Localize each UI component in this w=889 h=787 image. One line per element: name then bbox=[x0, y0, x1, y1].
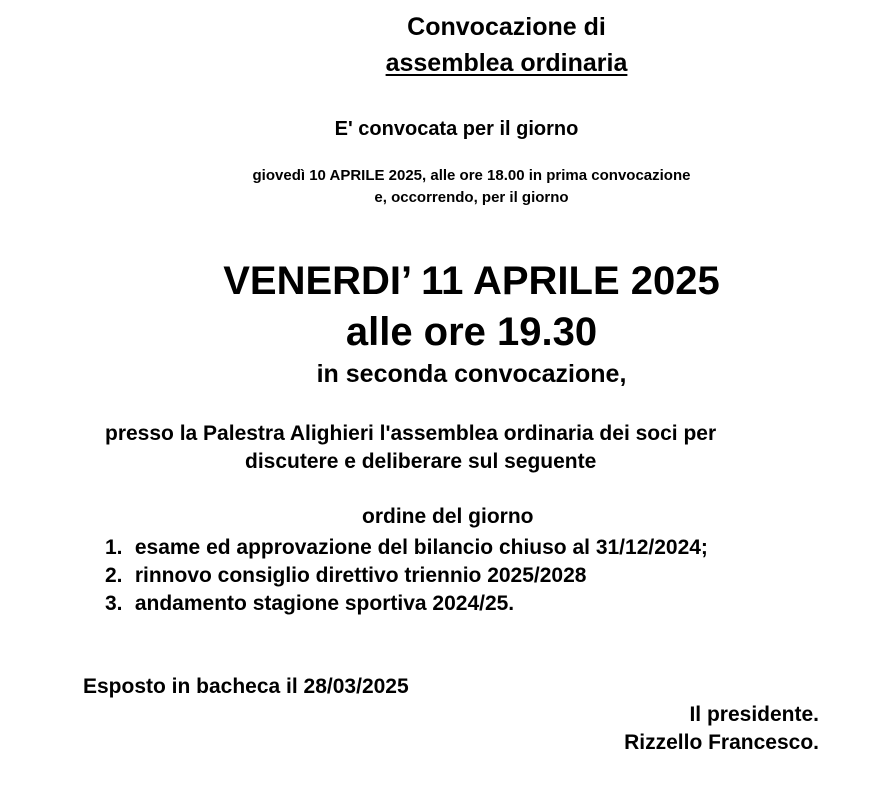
second-call-date: VENERDI’ 11 APRILE 2025 bbox=[223, 259, 720, 303]
first-call-line: giovedì 10 APRILE 2025, alle ore 18.00 in prima convocazione bbox=[252, 167, 691, 184]
agenda-item-text: andamento stagione sportiva 2024/25. bbox=[134, 592, 515, 615]
signer-name: Rizzello Francesco. bbox=[624, 731, 819, 754]
title-line-2: assemblea ordinaria bbox=[385, 49, 628, 77]
agenda-item-number: 1. bbox=[105, 536, 123, 559]
agenda-item-text: esame ed approvazione del bilancio chiuso al 31/12/2024; bbox=[134, 536, 708, 559]
signer-role: Il presidente. bbox=[689, 703, 819, 726]
title-line-1: Convocazione di bbox=[407, 13, 606, 41]
agenda-list bbox=[105, 534, 708, 618]
agenda-item bbox=[105, 590, 708, 618]
second-call-label: in seconda convocazione, bbox=[316, 360, 627, 388]
second-call-time: alle ore 19.30 bbox=[345, 310, 598, 354]
agenda-item bbox=[105, 562, 708, 590]
posted-date: Esposto in bacheca il 28/03/2025 bbox=[83, 675, 409, 698]
location-line-2: discutere e deliberare sul seguente bbox=[245, 450, 597, 473]
location-line-1: presso la Palestra Alighieri l'assemblea ordinaria dei soci per bbox=[105, 422, 717, 445]
agenda-item-number: 3. bbox=[105, 592, 123, 615]
convened-intro: E' convocata per il giorno bbox=[334, 118, 579, 140]
agenda-item-number: 2. bbox=[105, 564, 123, 587]
first-call-line-2: e, occorrendo, per il giorno bbox=[374, 189, 569, 206]
agenda-item-text: rinnovo consiglio direttivo triennio 2025/2028 bbox=[134, 564, 587, 587]
agenda-item bbox=[105, 534, 708, 562]
agenda-heading: ordine del giorno bbox=[362, 505, 534, 528]
